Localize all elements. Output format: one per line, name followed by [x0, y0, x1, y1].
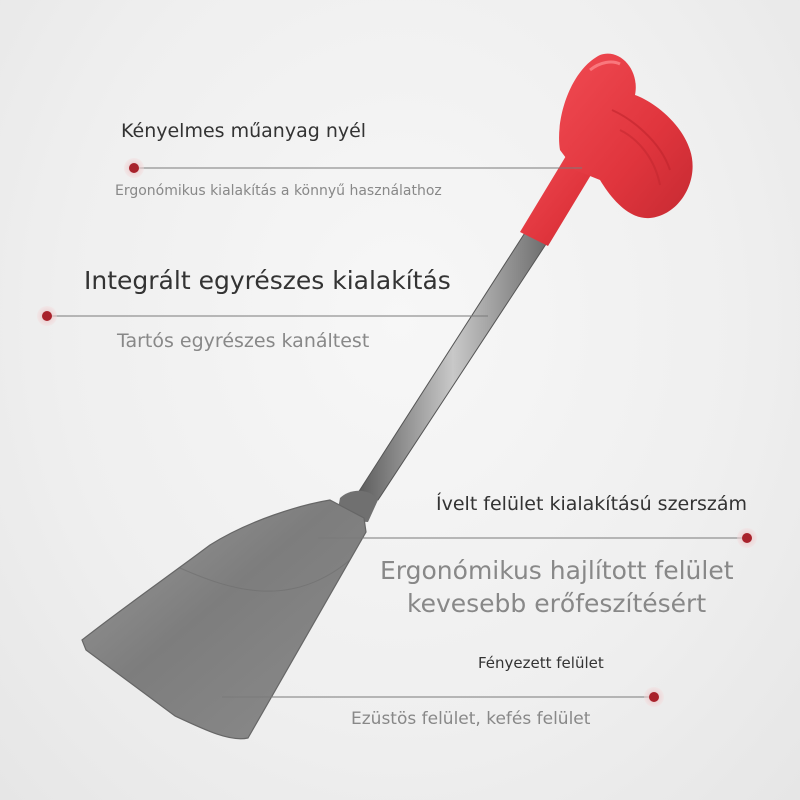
surface-subtitle-line1: Ergonómikus hajlított felület [380, 556, 734, 585]
body-subtitle: Tartós egyrészes kanáltest [117, 330, 370, 352]
surface-subtitle-line2: kevesebb erőfeszítésért [407, 589, 707, 618]
body-title: Integrált egyrészes kialakítás [84, 266, 451, 295]
callout-dot-handle [124, 158, 144, 178]
handle-title: Kényelmes műanyag nyél [121, 120, 367, 142]
finish-title: Fényezett felület [478, 654, 604, 672]
surface-title: Ívelt felület kialakítású szerszám [436, 493, 748, 515]
finish-subtitle: Ezüstös felület, kefés felület [351, 709, 591, 729]
callout-dot-finish [644, 687, 664, 707]
callout-dot-surface [737, 528, 757, 548]
handle-subtitle: Ergonómikus kialakítás a könnyű használathoz [115, 183, 442, 199]
callout-dot-body [37, 306, 57, 326]
scraper-blade [82, 500, 366, 739]
red-handle [520, 54, 693, 246]
